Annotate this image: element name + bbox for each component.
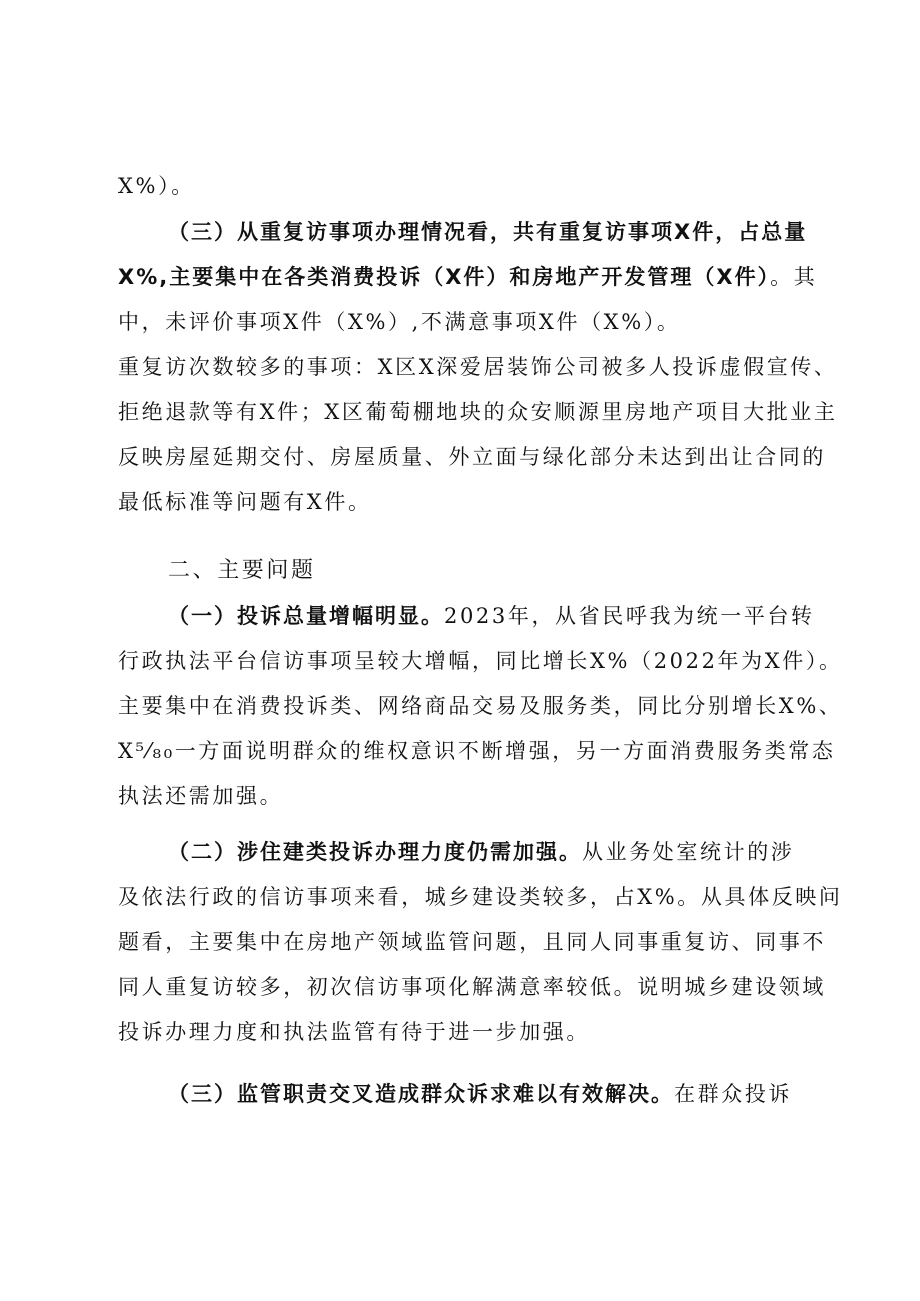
para-housing-complaints: [118, 830, 843, 1055]
text-line: （三）监管职责交叉造成群众诉求难以有效解决。在群众投诉: [168, 1082, 792, 1106]
section-heading: [118, 548, 818, 593]
text-line: 最低标准等问题有X件。: [118, 490, 372, 514]
para-repeat-visits: [118, 210, 838, 525]
text-line: 拒绝退款等有X件；X区葡萄棚地块的众安顺源里房地产项目大批业主: [118, 400, 838, 424]
heading-main-problems: 二、主要问题: [168, 558, 316, 583]
text-line: 同人重复访较多，初次信访事项化解满意率较低。说明城乡建设领域: [118, 975, 826, 999]
text-line: （一）投诉总量增幅明显。2023年，从省民呼我为统一平台转: [168, 604, 815, 628]
text-line: 中，未评价事项X件（X%）,不满意事项X件（X%）。: [118, 310, 681, 334]
text-line: 执法还需加强。: [118, 784, 284, 808]
para-overlapping-duties: [118, 1072, 818, 1117]
text-line: X%,主要集中在各类消费投诉（X件）和房地产开发管理（X件）。其: [118, 265, 818, 289]
text-line: 题看，主要集中在房地产领域监管问题，且同人同事重复访、同事不: [118, 930, 826, 954]
text-line: 重复访次数较多的事项：X区X深爱居装饰公司被多人投诉虚假宣传、: [118, 355, 838, 379]
text-line: 投诉办理力度和执法监管有待于进一步加强。: [118, 1020, 590, 1044]
para-complaint-growth: [118, 594, 843, 819]
text-line: X⁵⁄₈₀一方面说明群众的维权意识不断增强，另一方面消费服务类常态: [118, 739, 836, 763]
text-line: （二）涉住建类投诉办理力度仍需加强。从业务处室统计的涉: [168, 840, 795, 864]
text-line: X%）。: [118, 174, 195, 198]
para-fragment: [118, 164, 818, 209]
text-line: 及依法行政的信访事项来看，城乡建设类较多，占X%。从具体反映问: [118, 885, 843, 909]
text-line: （三）从重复访事项办理情况看，共有重复访事项X件，占总量: [168, 220, 808, 244]
text-line: 主要集中在消费投诉类、网络商品交易及服务类，同比分别增长X%、: [118, 694, 843, 718]
text-line: 反映房屋延期交付、房屋质量、外立面与绿化部分未达到出让合同的: [118, 445, 826, 469]
text-line: 行政执法平台信访事项呈较大增幅，同比增长X%（2022年为X件）。: [118, 649, 843, 673]
